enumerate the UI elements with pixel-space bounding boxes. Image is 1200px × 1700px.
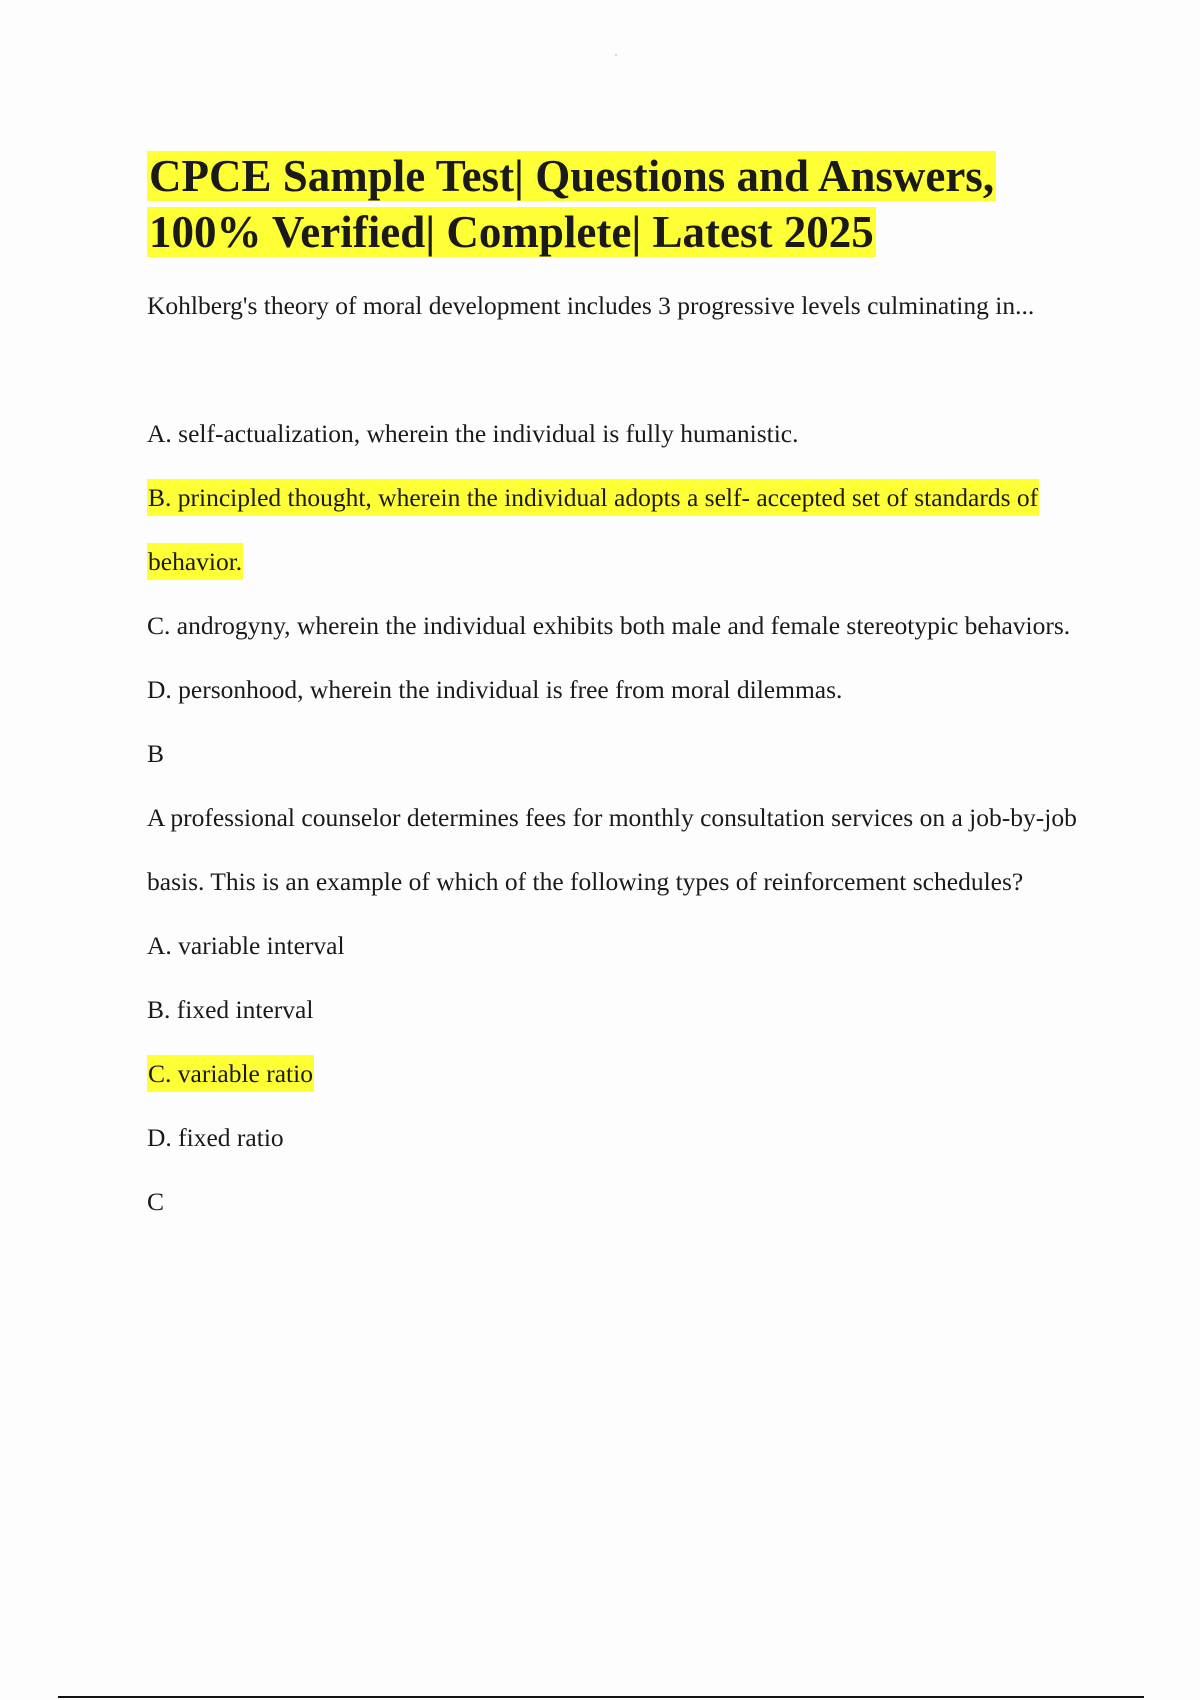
question-2-prompt: A professional counselor determines fees for monthly consultation services on a job-by-job basis. This is an example of which of the following types of reinforcement schedules? <box>147 803 1077 896</box>
document-title <box>147 148 1087 260</box>
document-content <box>147 148 1087 1234</box>
spacer <box>147 338 1087 402</box>
question-1-option-d: D. personhood, wherein the individual is free from moral dilemmas. <box>147 675 843 704</box>
document-title-text: CPCE Sample Test| Questions and Answers, 100% Verified| Complete| Latest 2025 <box>149 151 995 257</box>
question-2-option-c <box>147 1042 1087 1106</box>
question-1-prompt: Kohlberg's theory of moral development includes 3 progressive levels culminating in... <box>147 291 1035 320</box>
question-2-option-d: D. fixed ratio <box>147 1123 284 1152</box>
question-1-option-a: A. self-actualization, wherein the individual is fully humanistic. <box>147 419 799 448</box>
footer-rule <box>58 1696 1144 1698</box>
question-1-option-b <box>147 466 1087 594</box>
question-2-option-a: A. variable interval <box>147 931 345 960</box>
question-1-option-b-highlighted: B. principled thought, wherein the individual adopts a self- accepted set of standards of behavior. <box>147 479 1039 580</box>
scan-speck <box>615 54 617 56</box>
question-1-answer: B <box>147 739 165 768</box>
question-2-option-b: B. fixed interval <box>147 995 314 1024</box>
question-2-option-c-highlighted: C. variable ratio <box>147 1055 314 1092</box>
question-1-option-c: C. androgyny, wherein the individual exhibits both male and female stereotypic behaviors. <box>147 611 1071 640</box>
question-2-answer: C <box>147 1187 165 1216</box>
